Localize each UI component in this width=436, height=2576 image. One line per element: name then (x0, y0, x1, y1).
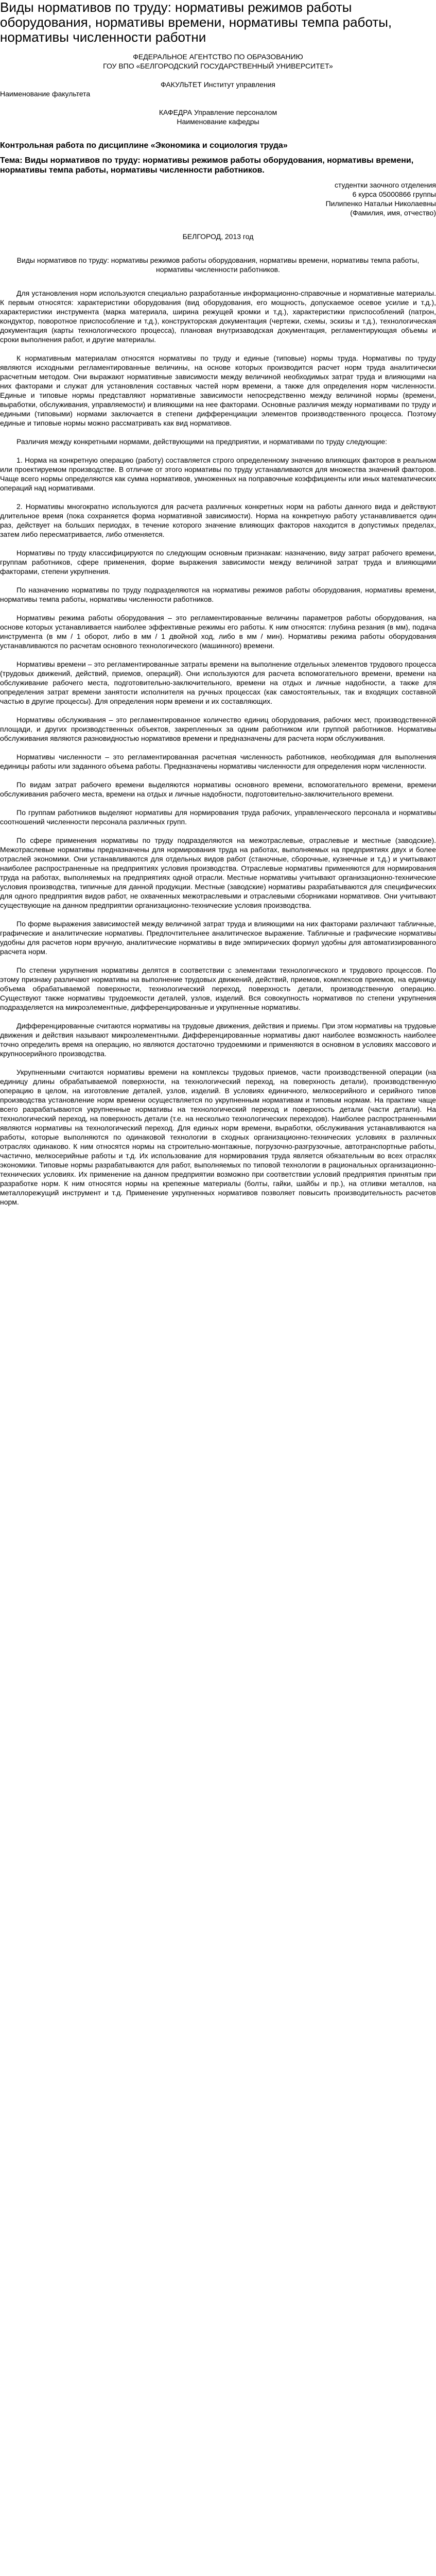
chair-label: КАФЕДРА Управление персоналом (159, 108, 277, 116)
faculty-label: ФАКУЛЬТЕТ Институт управления (161, 80, 275, 89)
student-name: Пилипенко Натальи Николаевны (325, 199, 436, 208)
paragraph: Нормативы численности – это регламентированная расчетная численность работников, необходимая для выполнения единицы работы или заданного объема работы. Предназначены нормативы численности для определения норм численности. (0, 753, 436, 770)
paragraph: По степени укрупнения нормативы делятся в соответствии с элементами технологического и трудового процессов. По этому признаку различают нормативы на выполнение трудовых движений, действий, приемов, комплексов приемов, на единицу объема обрабатываемой поверхности, технологический переход, поверхность детали, производственную операцию. Существуют также нормативы трудоемкости деталей, узлов, изделий. Вся совокупность нормативов по степени укрупнения подразделяется на микроэлементные, дифференцированные и укрупненные нормативы. (0, 966, 436, 1011)
student-fio-note: (Фамилия, имя, отчество) (350, 209, 436, 217)
page-title: Виды нормативов по труду: нормативы режимов работы оборудования, нормативы времени, нормативы темпа работы, нормативы численности работни (0, 0, 392, 45)
student-line-2: 6 курса 05000866 группы (352, 190, 436, 198)
topic-repeat: Виды нормативов по труду: нормативы режимов работы оборудования, нормативы времени, нормативы темпа работы, нормативы численности работников. (16, 256, 420, 274)
paragraph: 2. Нормативы многократно используются для расчета различных конкретных норм на работы данного вида и действуют длительное время (пока сохраняется форма нормативной зависимости). Норма на конкретную работу устанавливается один раз, действует на больших периодах, в течение которого значение влияющих факторов находится в допустимых пределах, затем либо пересматривается, либо отменяется. (0, 502, 436, 538)
chair-name-label: Наименование кафедры (177, 117, 259, 126)
paragraph: По видам затрат рабочего времени выделяются нормативы основного времени, вспомогательного времени, времени обслуживания рабочего места, времени на отдых и личные надобности, подготовительно-заключительного времени. (0, 781, 436, 798)
faculty-name-label: Наименование факультета (0, 90, 91, 98)
agency-line-2: ГОУ ВПО «БЕЛГОРОДСКИЙ ГОСУДАРСТВЕННЫЙ УНИВЕРСИТЕТ» (103, 62, 333, 70)
student-line-1: студентки заочного отделения (334, 181, 436, 189)
paragraph: Различия между конкретными нормами, действующими на предприятии, и нормативами по труду следующие: (16, 437, 388, 446)
paragraph: Дифференцированные считаются нормативы на трудовые движения, действия и приемы. При этом нормативы на трудовые движения и действия называют микроэлементными. Дифференцированные нормативы дают наиболее возможность наиболее точно определить время на операцию, но являются достаточно трудоемкими и применяются в основном в условиях массового и крупносерийного производства. (0, 1022, 436, 1058)
paragraph: По сфере применения нормативы по труду подразделяются на межотраслевые, отраслевые и местные (заводские). Межотраслевые нормативы предназначены для нормирования труда на работах, выполняемых на предприятиях двух и более отраслей экономики. Они устанавливаются для отдельных видов работ (станочные, сборочные, кузнечные и т.д.) и учитывают наиболее распространенные на предприятиях условия производства. Отраслевые нормативы применяются для нормирования труда на работах, выполняемых на предприятиях одной отрасли. Местные нормативы учитывают организационно-технические условия производства, типичные для данной продукции. Местные (заводские) нормативы разрабатываются для специфических для одного предприятия видов работ, не охваченных межотраслевыми и отраслевыми сборниками нормативов. Они учитывают существующие на данном предприятии организационно-технические условия производства. (0, 836, 436, 909)
paragraph: Для установления норм используются специально разработанные информационно-справочные и нормативные материалы. К первым относятся: характеристики оборудования (вид оборудования, его мощность, допускаемое осевое усилие и т.д.), характеристики инструмента (марка материала, ширина режущей кромки и т.д.), характеристики приспособлений (патрон, кондуктор, поворотное приспособление и т.д.), конструкторская документация (чертежи, схемы, эскизы и т.д.), технологическая документация (карты технологического процесса), плановая внутризаводская документация, регламентирующая объемы и сроки выполнения работ, и другие материалы. (0, 289, 436, 344)
paragraph: Нормативы обслуживания – это регламентированное количество единиц оборудования, рабочих мест, производственной площади, и других производственных объектов, закрепленных за одним работником или группой работников. Нормативы обслуживания являются разновидностью нормативов времени и предназначены для расчета норм обслуживания. (0, 716, 436, 742)
city-year: БЕЛГОРОД, 2013 год (182, 232, 254, 241)
paragraph: Укрупненными считаются нормативы времени на комплексы трудовых приемов, части производственной операции (на единицу длины обрабатываемой поверхности, на технологический переход, на поверхность детали), производственную операцию в целом, на изготовление деталей, узлов, изделий. В условиях единичного, мелкосерийного и серийного типов производства установление норм времени осуществляется по укрупненным нормативам и типовым нормам. На практике чаще всего разрабатываются укрупненные нормативы на технологический переход и поверхность детали (части детали). На технологический переход, на поверхность детали (т.е. на несколько технологических переходов). Наиболее распространенными являются нормативы на технологический переход. Для единых норм времени, выработки, обслуживания устанавливаются на работы, которые выполняются по одинаковой технологии в сходных организационно-технических условиях в различных отраслях одинаково. К ним относятся нормы на строительно-монтажные, погрузочно-разгрузочные, автотранспортные работы, частично, мелкосерийные работы и т.д. Их использование для нормирования труда является обязательным во всех отраслях экономики. Типовые нормы разрабатываются для работ, выполняемых по типовой технологии в рациональных организационно-технических условиях. Их применение на данном предприятии возможно при соответствии условий предприятия принятым при разработке норм. К ним относятся нормы на крепежные материалы (болты, гайки, шайбы и пр.), на отливки металлов, на металлорежущий инструмент и т.д. Применение укрупненных нормативов позволяет повысить производительность расчетов норм. (0, 1068, 436, 1206)
body-paragraphs (0, 289, 436, 1207)
agency-line-1: ФЕДЕРАЛЬНОЕ АГЕНТСТВО ПО ОБРАЗОВАНИЮ (133, 53, 303, 61)
paragraph: 1. Норма на конкретную операцию (работу) составляется строго определенному значению влияющих факторов в реальном или проектируемом производстве. В отличие от этого нормативы по труду устанавливаются для множества значений факторов. Чаще всего нормы определяются как сумма нормативов, умноженных на поправочные коэффициенты или иных математических операций над нормативами. (0, 456, 436, 492)
work-theme: Тема: Виды нормативов по труду: нормативы режимов работы оборудования, нормативы времени, нормативы темпа работы, нормативы численности работников. (0, 156, 414, 175)
paragraph: Нормативы по труду классифицируются по следующим основным признакам: назначению, виду затрат рабочего времени, группам работников, сфере применения, форме выражения зависимости между величиной затрат труда и влияющими факторами, степени укрупнения. (0, 549, 436, 575)
paragraph: По назначению нормативы по труду подразделяются на нормативы режимов работы оборудования, нормативы времени, нормативы темпа работы, нормативы численности работников. (0, 586, 436, 603)
work-title: Контрольная работа по дисциплине «Экономика и социология труда» (0, 141, 288, 150)
paragraph: По группам работников выделяют нормативы для нормирования труда рабочих, управленческого персонала и нормативы соотношений численности персонала различных групп. (0, 808, 436, 826)
paragraph: К нормативным материалам относятся нормативы по труду и единые (типовые) нормы труда. Нормативы по труду являются исходными регламентированные величины, на основе которых производится расчет норм труда аналитически расчетным методом. Они выражают нормативные зависимости между величиной необходимых затрат труда и влияющими на них факторами и служат для установления составных частей норм времени, а также для определения норм численности. Единые и типовые нормы представляют нормативные зависимости непосредственно между величиной нормы (времени, выработки, обслуживания, управляемости) и влияющими на нее факторами. Основные различия между нормативами по труду и едиными (типовыми) нормами заключается в степени дифференциации элементов производственного процесса. Поэтому единые и типовые нормы можно рассматривать как вид нормативов. (0, 354, 436, 427)
paragraph: Нормативы режима работы оборудования – это регламентированные величины параметров работы оборудования, на основе которых устанавливается наиболее эффективные режимы его работы. К ним относятся: глубина резания (в мм), подача инструмента (в мм / 1 оборот, либо в мм / 1 двойной ход, либо в мм / мин). Нормативы режима работы оборудования устанавливаются по расчетам основного технологического (машинного) времени. (0, 614, 436, 650)
paragraph: По форме выражения зависимостей между величиной затрат труда и влияющими на них факторами различают табличные, графические и аналитические нормативы. Предпочтительнее аналитическое выражение. Табличные и графические нормативы удобны для расчетов норм вручную, аналитические нормативы в виде эмпирических формул удобны для автоматизированного расчета норм. (0, 920, 436, 956)
paragraph: Нормативы времени – это регламентированные затраты времени на выполнение отдельных элементов трудового процесса (трудовых движений, действий, приемов, операций). Они используются для расчета вспомогательного времени, времени на обслуживание рабочего места, подготовительно-заключительного, времени на отдых и личные надобности, а также для определения затрат времени занятости исполнителя на ручных процессах (как самостоятельных, так и входящих составной частью в другие процессы). Для определения норм времени и их составляющих. (0, 660, 436, 705)
